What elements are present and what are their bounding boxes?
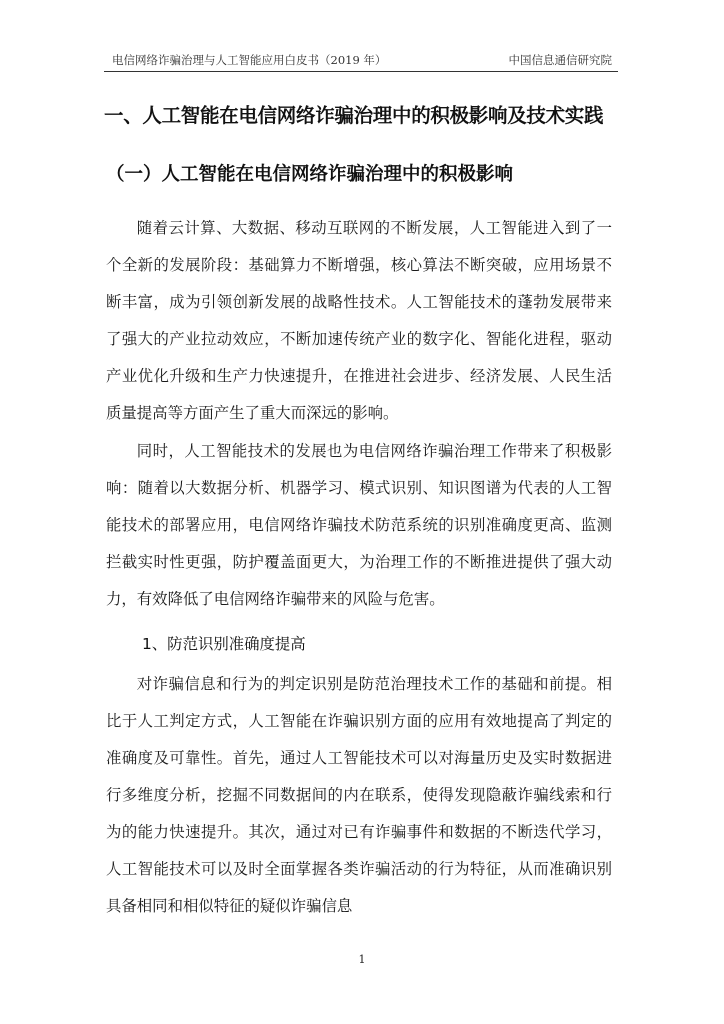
- running-header: [104, 50, 618, 70]
- subsection-heading: （一）人工智能在电信网络诈骗治理中的积极影响: [106, 164, 514, 185]
- section-heading: 一、人工智能在电信网络诈骗治理中的积极影响及技术实践: [104, 104, 604, 127]
- point-heading: 1、防范识别准确度提高: [142, 635, 306, 653]
- header-organization: 中国信息通信研究院: [508, 53, 612, 67]
- header-divider: [104, 71, 618, 72]
- paragraph: 同时，人工智能技术的发展也为电信网络诈骗治理工作带来了积极影响：随着以大数据分析、机器学习、模式识别、知识图谱为代表的人工智能技术的部署应用，电信网络诈骗技术防范系统的识别准确度更高、监测拦截实时性更强，防护覆盖面更大，为治理工作的不断推进提供了强大动力，有效降低了电信网络诈骗带来的风险与危害。: [106, 442, 612, 608]
- paragraph: 随着云计算、大数据、移动互联网的不断发展，人工智能进入到了一个全新的发展阶段：基础算力不断增强，核心算法不断突破，应用场景不断丰富，成为引领创新发展的战略性技术。人工智能技术的蓬勃发展带来了强大的产业拉动效应，不断加速传统产业的数字化、智能化进程，驱动产业优化升级和生产力快速提升，在推进社会进步、经济发展、人民生活质量提高等方面产生了重大而深远的影响。: [106, 219, 612, 422]
- paragraph: 对诈骗信息和行为的判定识别是防范治理技术工作的基础和前提。相比于人工判定方式，人工智能在诈骗识别方面的应用有效地提高了判定的准确度及可靠性。首先，通过人工智能技术可以对海量历史及实时数据进行多维度分析，挖掘不同数据间的内在联系，使得发现隐蔽诈骗线索和行为的能力快速提升。其次，通过对已有诈骗事件和数据的不断迭代学习，人工智能技术可以及时全面掌握各类诈骗活动的行为特征，从而准确识别具备相同和相似特征的疑似诈骗信息: [106, 675, 612, 915]
- page-number: 1: [358, 953, 366, 966]
- header-document-title: 电信网络诈骗治理与人工智能应用白皮书（2019 年）: [112, 53, 387, 67]
